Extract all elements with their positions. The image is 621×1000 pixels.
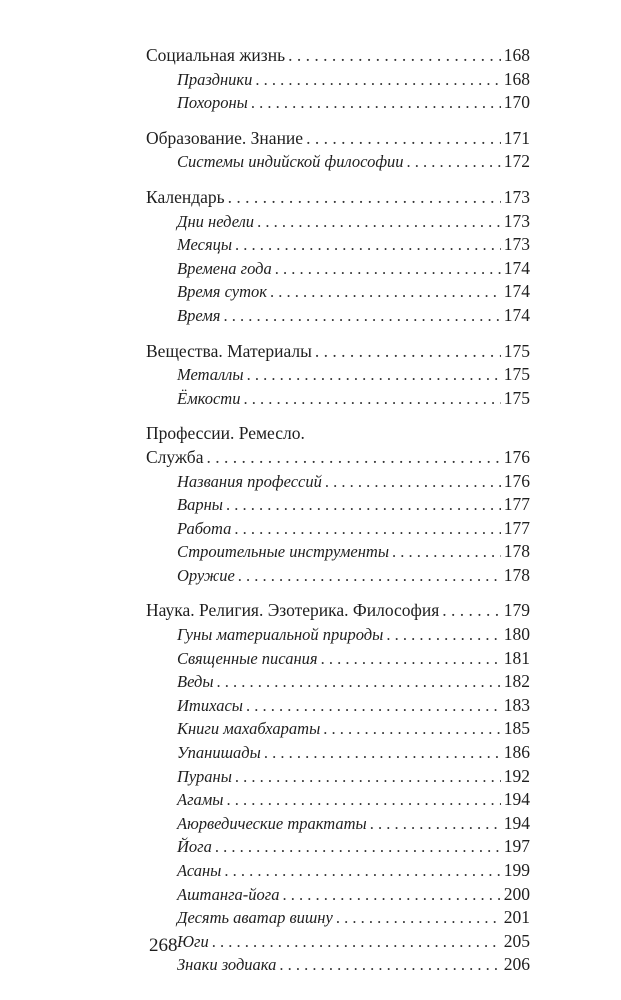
toc-subentry	[146, 304, 530, 328]
toc-entry	[146, 340, 530, 364]
toc-section-materials	[146, 340, 530, 411]
toc-entry-title: Образование. Знание	[146, 127, 304, 148]
toc-subentry	[146, 930, 530, 954]
toc-subentry-title: Праздники	[177, 69, 253, 89]
leader-dots	[257, 210, 501, 234]
toc-subentry-page: 173	[503, 234, 530, 255]
leader-dots	[223, 304, 500, 328]
leader-dots	[247, 363, 501, 387]
toc-entry	[146, 44, 530, 68]
toc-subentry-title: Пураны	[177, 766, 232, 786]
leader-dots	[235, 233, 501, 257]
toc-subentry-page: 170	[503, 92, 530, 113]
toc-subentry	[146, 210, 530, 234]
toc-subentry	[146, 363, 530, 387]
leader-dots	[270, 280, 501, 304]
toc-subentry-page: 173	[503, 210, 530, 231]
toc-subentry-page: 194	[503, 789, 530, 810]
toc-subentry	[146, 470, 530, 494]
toc-subentry-title: Священные писания	[177, 648, 318, 668]
leader-dots	[370, 812, 501, 836]
toc-subentry-title: Месяцы	[177, 235, 233, 255]
leader-dots	[238, 564, 501, 588]
leader-dots	[226, 788, 500, 812]
toc-subentry-title: Итихасы	[177, 695, 243, 715]
toc-subentry-title: Книги махабхараты	[177, 719, 321, 739]
toc-subentry-title: Названия профессий	[177, 471, 322, 491]
toc-subentry-title: Десять аватар вишну	[177, 908, 333, 928]
toc-entry-title-line	[146, 422, 530, 446]
toc-subentry-page: 177	[503, 494, 530, 515]
toc-section-science	[146, 599, 530, 977]
toc-subentry	[146, 788, 530, 812]
toc-subentry-page: 192	[503, 765, 530, 786]
toc-subentry-title: Юги	[177, 931, 209, 951]
toc-subentry-page: 194	[503, 812, 530, 833]
leader-dots	[325, 470, 501, 494]
toc-section-social-life	[146, 44, 530, 115]
toc-entry-page: 173	[503, 186, 530, 207]
leader-dots	[251, 91, 501, 115]
leader-dots	[264, 741, 501, 765]
leader-dots	[282, 883, 500, 907]
leader-dots	[279, 953, 500, 977]
leader-dots	[243, 387, 500, 411]
toc-subentry-title: Похороны	[177, 93, 248, 113]
toc-subentry-page: 186	[503, 742, 530, 763]
toc-subentry	[146, 233, 530, 257]
toc-subentry-title: Время	[177, 305, 221, 325]
toc-subentry-title: Работа	[177, 518, 232, 538]
toc-subentry	[146, 517, 530, 541]
toc-subentry-title: Времена года	[177, 258, 272, 278]
toc-subentry-page: 177	[503, 517, 530, 538]
toc-subentry-page: 199	[503, 860, 530, 880]
toc-subentry-title: Упанишады	[177, 743, 261, 763]
page-number: 268	[149, 935, 178, 956]
toc-subentry	[146, 493, 530, 517]
toc-subentry	[146, 387, 530, 411]
toc-subentry	[146, 564, 530, 588]
toc-subentry-title: Дни недели	[177, 211, 255, 231]
leader-dots	[336, 906, 501, 930]
toc-subentry-page: 174	[503, 281, 530, 302]
toc-entry	[146, 127, 530, 151]
toc-subentry	[146, 91, 530, 115]
toc-subentry-title: Время суток	[177, 282, 267, 302]
toc-subentry-title: Знаки зодиака	[177, 955, 277, 975]
toc-subentry-page: 197	[503, 836, 530, 857]
toc-entry	[146, 599, 530, 623]
toc-subentry	[146, 647, 530, 671]
toc-subentry-page: 178	[503, 564, 530, 585]
leader-dots	[407, 150, 501, 174]
toc-subentry	[146, 257, 530, 281]
toc-section-professions	[146, 422, 530, 587]
toc-subentry	[146, 150, 530, 174]
toc-subentry-page: 201	[503, 907, 530, 928]
toc-subentry-page: 205	[503, 930, 530, 951]
leader-dots	[275, 257, 501, 281]
toc-subentry-title: Ёмкости	[177, 388, 241, 408]
toc-section-calendar	[146, 186, 530, 328]
toc-subentry	[146, 68, 530, 92]
toc-subentry	[146, 280, 530, 304]
leader-dots	[234, 517, 500, 541]
toc-subentry-title: Системы индийской философии	[177, 152, 404, 172]
toc-subentry	[146, 540, 530, 564]
toc-subentry-page: 185	[503, 718, 530, 739]
leader-dots	[224, 859, 500, 883]
toc-subentry-page: 174	[503, 304, 530, 325]
toc-entry-title: Служба	[146, 446, 204, 467]
toc-subentry-page: 180	[503, 624, 530, 645]
leader-dots	[206, 446, 500, 470]
toc-subentry	[146, 694, 530, 718]
toc-subentry	[146, 765, 530, 789]
toc-subentry-page: 168	[503, 68, 530, 89]
toc-entry-page: 176	[503, 446, 530, 467]
toc-subentry	[146, 835, 530, 859]
toc-subentry-title: Йога	[177, 837, 212, 857]
toc-subentry	[146, 812, 530, 836]
toc-entry-title: Вещества. Материалы	[146, 340, 312, 361]
leader-dots	[315, 340, 501, 364]
toc-subentry	[146, 859, 530, 883]
toc-subentry-page: 175	[503, 387, 530, 408]
leader-dots	[215, 835, 501, 859]
toc-subentry-title: Строительные инструменты	[177, 542, 389, 562]
toc-subentry-page: 200	[503, 883, 530, 904]
toc-subentry-title: Веды	[177, 672, 214, 692]
leader-dots	[306, 127, 501, 151]
leader-dots	[217, 670, 501, 694]
toc-entry-title-line1: Профессии. Ремесло.	[146, 423, 305, 444]
toc-entry-page: 175	[503, 340, 530, 361]
leader-dots	[255, 68, 500, 92]
toc-entry-page: 168	[503, 45, 530, 65]
toc-subentry-title: Агамы	[177, 790, 224, 810]
toc-subentry	[146, 906, 530, 930]
toc-subentry-title: Варны	[177, 495, 223, 515]
toc-subentry-page: 182	[503, 671, 530, 692]
toc-subentry-page: 206	[503, 954, 530, 975]
toc-subentry	[146, 717, 530, 741]
toc-subentry-title: Асаны	[177, 861, 222, 880]
leader-dots	[235, 765, 501, 789]
toc-subentry-page: 175	[503, 364, 530, 385]
leader-dots	[288, 44, 501, 68]
toc-subentry-page: 172	[503, 151, 530, 172]
toc-entry-page: 171	[503, 127, 530, 148]
toc-subentry-title: Гуны материальной природы	[177, 625, 384, 645]
leader-dots	[246, 694, 501, 718]
table-of-contents	[146, 44, 530, 989]
toc-subentry	[146, 670, 530, 694]
toc-subentry-page: 181	[503, 647, 530, 668]
toc-entry	[146, 186, 530, 210]
toc-subentry-title: Оружие	[177, 565, 235, 585]
toc-section-education	[146, 127, 530, 174]
toc-entry	[146, 446, 530, 470]
leader-dots	[442, 599, 500, 623]
toc-subentry	[146, 623, 530, 647]
leader-dots	[392, 540, 501, 564]
toc-subentry-page: 176	[503, 470, 530, 491]
toc-subentry-page: 183	[503, 694, 530, 715]
leader-dots	[226, 493, 501, 517]
leader-dots	[212, 930, 501, 954]
toc-subentry-title: Аюрведические трактаты	[177, 813, 367, 833]
toc-subentry-title: Металлы	[177, 365, 244, 385]
leader-dots	[321, 647, 501, 671]
leader-dots	[228, 186, 501, 210]
toc-entry-title: Наука. Религия. Эзотерика. Философия	[146, 600, 440, 621]
leader-dots	[386, 623, 500, 647]
toc-subentry	[146, 883, 530, 907]
toc-subentry-title: Аштанга-йога	[177, 884, 280, 904]
toc-entry-title: Календарь	[146, 186, 225, 207]
toc-subentry-page: 178	[503, 541, 530, 562]
toc-subentry-page: 174	[503, 257, 530, 278]
toc-entry-title: Социальная жизнь	[146, 45, 286, 65]
toc-entry-page: 179	[503, 600, 530, 621]
leader-dots	[323, 717, 500, 741]
toc-subentry	[146, 953, 530, 977]
toc-subentry	[146, 741, 530, 765]
